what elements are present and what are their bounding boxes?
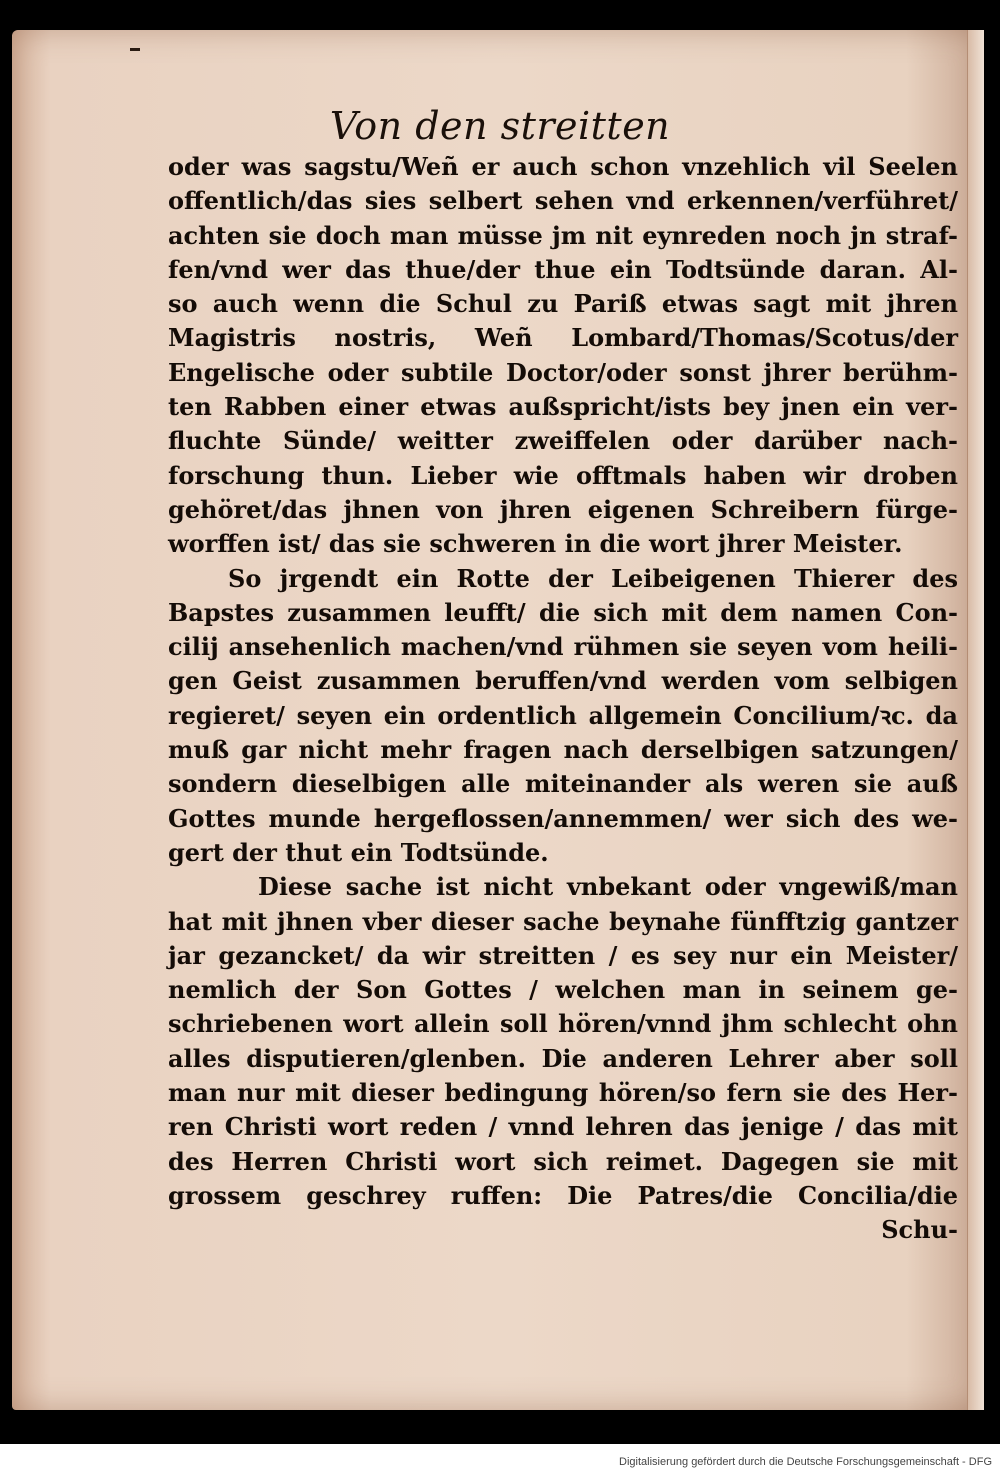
text-line: fluchte Sünde/ weitter zweiffelen oder darüber nach-	[168, 426, 958, 456]
text-line: Schu-	[881, 1215, 958, 1245]
text-line: Diese sache ist nicht vnbekant oder vngewiß/man	[258, 872, 958, 902]
text-line: grossem geschrey ruffen: Die Patres/die Concilia/die	[168, 1180, 958, 1210]
funding-credit: Digitalisierung gefördert durch die Deutsche Forschungsgemeinschaft - DFG	[619, 1456, 992, 1468]
running-head: Von den streitten	[329, 104, 671, 148]
text-line: gehöret/das jhnen von jhren eigenen Schreibern fürge-	[168, 494, 958, 524]
ink-mark	[130, 48, 140, 51]
text-line: man nur mit dieser bedingung hören/so fern sie des Her-	[168, 1078, 958, 1108]
text-line: Bapstes zusammen leufft/ die sich mit dem namen Con-	[168, 597, 958, 627]
text-line: ten Rabben einer etwas außspricht/ists bey jnen ein ver-	[168, 392, 958, 422]
text-line: gert der thut ein Todtsünde.	[168, 837, 549, 867]
text-line: gen Geist zusammen beruffen/vnd werden vom selbigen	[168, 666, 958, 696]
page-edge	[967, 30, 984, 1410]
text-line: so auch wenn die Schul zu Pariß etwas sagt mit jhren	[168, 289, 958, 319]
text-line: cilij ansehenlich machen/vnd rühmen sie seyen vom heili-	[168, 632, 958, 662]
text-line: sondern dieselbigen alle miteinander als weren sie auß	[168, 769, 958, 799]
text-line: jar gezancket/ da wir streitten / es sey nur ein Meister/	[168, 940, 958, 970]
text-line: alles disputieren/glenben. Die anderen Lehrer aber soll	[168, 1043, 958, 1073]
text-line: ren Christi wort reden / vnnd lehren das jenige / das mit	[168, 1112, 958, 1142]
text-line: des Herren Christi wort sich reimet. Dagegen sie mit	[168, 1146, 958, 1176]
text-line: forschung thun. Lieber wie offtmals haben wir droben	[168, 460, 958, 490]
text-line: achten sie doch man müsse jm nit eynreden noch jn straf-	[168, 220, 958, 250]
body-text	[168, 150, 958, 1248]
text-line: So jrgendt ein Rotte der Leibeigenen Thierer des	[228, 563, 958, 593]
text-line: regieret/ seyen ein ordentlich allgemein Concilium/ꝛc. da	[168, 700, 958, 730]
footer-bar	[0, 1444, 1000, 1474]
text-line: oder was sagstu/Weñ er auch schon vnzehlich vil Seelen	[168, 152, 958, 181]
text-line: fen/vnd wer das thue/der thue ein Todtsünde daran. Al-	[168, 254, 958, 284]
text-line: Engelische oder subtile Doctor/oder sonst jhrer berühm-	[168, 357, 958, 387]
text-line: Magistris nostris, Weñ Lombard/Thomas/Scotus/der	[168, 323, 958, 353]
text-line: hat mit jhnen vber dieser sache beynahe fünfftzig gantzer	[168, 906, 958, 936]
text-line: schriebenen wort allein soll hören/vnnd jhm schlecht ohn	[168, 1009, 958, 1039]
text-line: Gottes munde hergeflossen/annemmen/ wer sich des we-	[168, 803, 958, 833]
text-line: nemlich der Son Gottes / welchen man in seinem ge-	[168, 975, 958, 1005]
text-line: offentlich/das sies selbert sehen vnd erkennen/verführet/	[168, 186, 958, 216]
text-line: worffen ist/ das sie schweren in die wort jhrer Meister.	[168, 529, 903, 559]
text-line: muß gar nicht mehr fragen nach derselbigen satzungen/	[168, 735, 958, 765]
